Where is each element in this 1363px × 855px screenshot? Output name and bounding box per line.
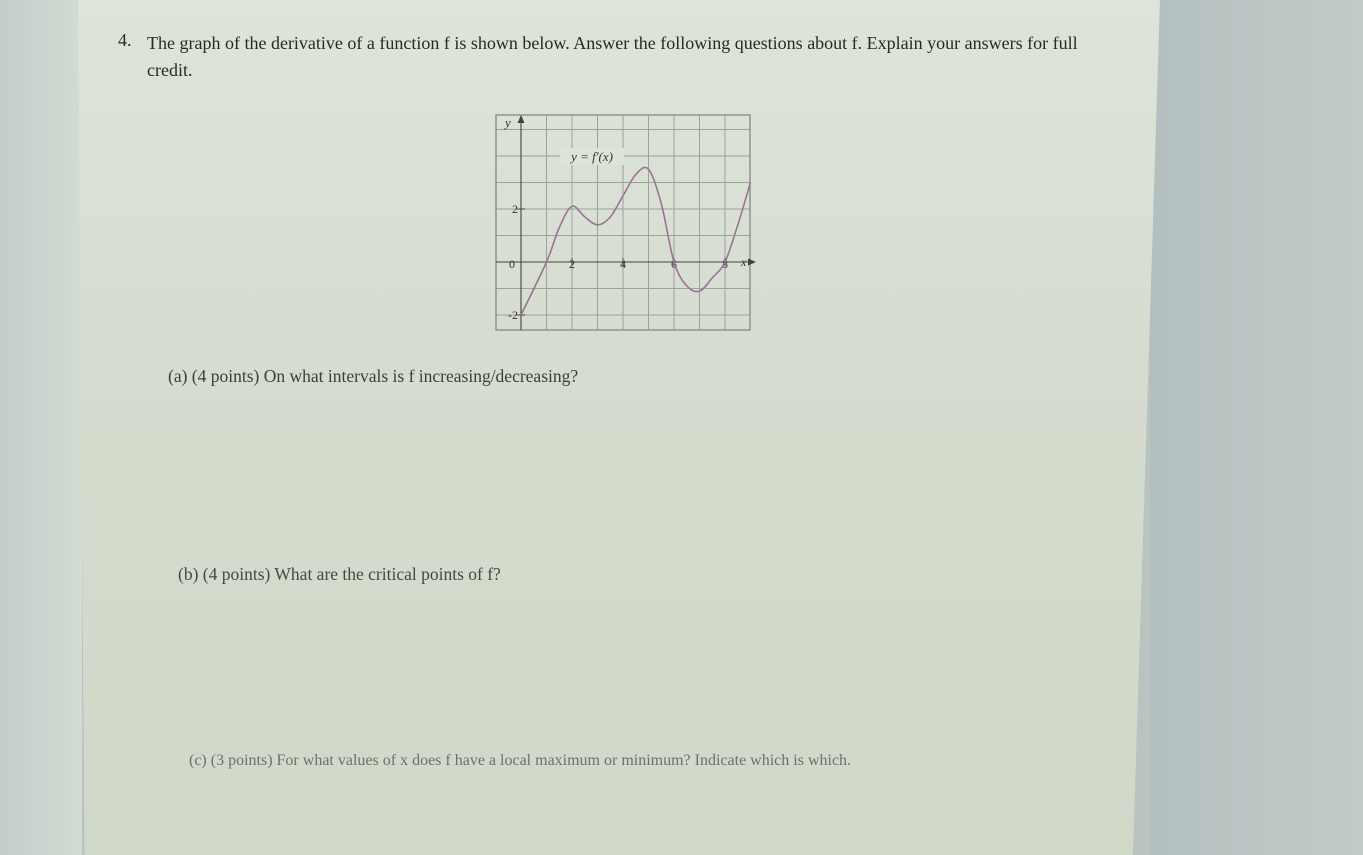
y-tick-label: 2	[512, 202, 518, 216]
part-b-question: (b) (4 points) What are the critical points of f?	[178, 564, 501, 584]
x-tick-label: 8	[722, 257, 728, 271]
x-tick-label: 0	[509, 257, 515, 271]
chart-title: y = f'(x)	[571, 149, 613, 164]
y-tick-label: -2	[508, 308, 518, 322]
grid-lines	[496, 115, 750, 330]
question-text: The graph of the derivative of a function f is shown below. Answer the following questions about f. Explain your answers for full credit.	[147, 33, 1078, 80]
y-axis-label: y	[505, 115, 511, 130]
y-axis-arrow-icon	[518, 115, 525, 123]
x-tick-labels	[509, 257, 728, 271]
x-axis-label: x	[741, 255, 747, 269]
x-tick-label: 4	[620, 257, 626, 271]
x-tick-label: 6	[671, 257, 677, 271]
x-axis-arrow-icon	[748, 259, 756, 266]
part-c-question: (c) (3 points) For what values of x does f have a local maximum or minimum? Indicate which is which.	[189, 752, 852, 769]
question-number: 4.	[118, 30, 132, 50]
part-a-question: (a) (4 points) On what intervals is f increasing/decreasing?	[168, 366, 579, 386]
derivative-curve	[521, 167, 751, 315]
x-tick-label: 2	[569, 257, 575, 271]
